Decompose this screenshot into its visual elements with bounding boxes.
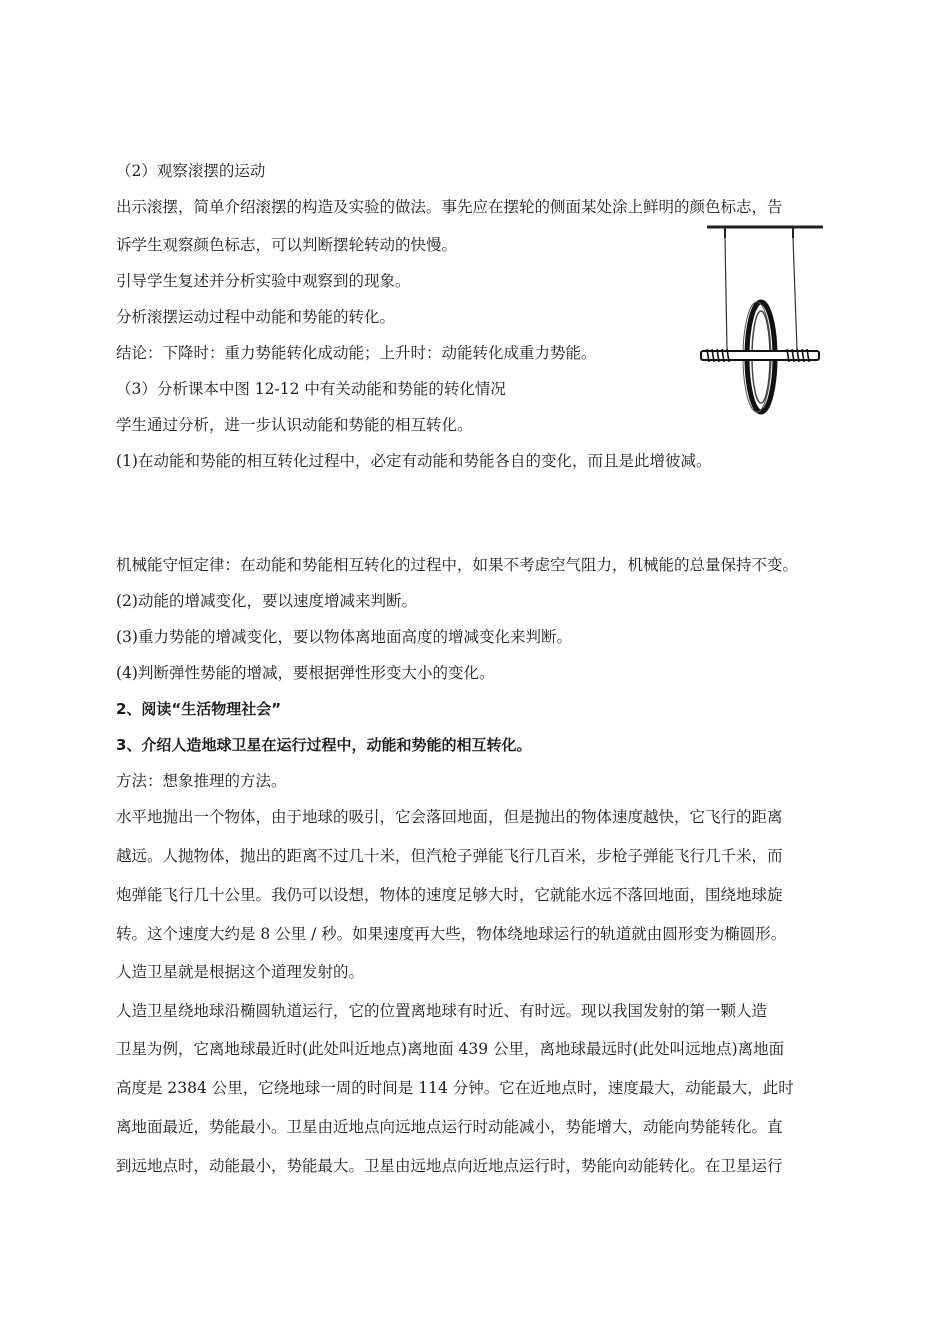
paragraph-line: 越远。人抛物体，抛出的距离不过几十米，但汽枪子弹能飞行几百米，步枪子弹能飞行几千米，而 [116,847,783,865]
paragraph-line: 转。这个速度大约是 8 公里 / 秒。如果速度再大些，物体绕地球运行的轨道就由圆形变为椭圆形。 [116,925,787,943]
list-item: (2)动能的增减变化，要以速度增减来判断。 [116,592,417,610]
section-heading-reading: 2、阅读“生活物理社会” [116,700,282,718]
section-heading-figure-analysis: （3）分析课本中图 12-12 中有关动能和势能的转化情况 [116,380,506,398]
conclusion-line: 结论：下降时：重力势能转化成动能；上升时：动能转化成重力势能。 [116,344,597,362]
paragraph-line: 人造卫星就是根据这个道理发射的。 [116,963,365,981]
paragraph-line: 学生通过分析，进一步认识动能和势能的相互转化。 [116,416,473,434]
paragraph-line: 水平地抛出一个物体，由于地球的吸引，它会落回地面，但是抛出的物体速度越快，它飞行的距离 [116,808,783,826]
paragraph-line: 人造卫星绕地球沿椭圆轨道运行，它的位置离地球有时近、有时远。现以我国发射的第一颗人造 [116,1002,768,1020]
paragraph-line: 出示滚摆，简单介绍滚摆的构造及实验的做法。事先应在摆轮的侧面某处涂上鲜明的颜色标志，告 [116,198,783,216]
paragraph-line: 卫星为例，它离地球最近时(此处叫近地点)离地面 439 公里，离地球最远时(此处叫远地点)离地面 [116,1040,785,1058]
paragraph-line: 离地面最近，势能最小。卫星由近地点向远地点运行时动能减小，势能增大，动能向势能转化。直 [116,1118,783,1136]
paragraph-line: 到远地点时，动能最小，势能最大。卫星由远地点向近地点运行时，势能向动能转化。在卫星运行 [116,1157,783,1175]
law-statement: 机械能守恒定律：在动能和势能相互转化的过程中，如果不考虑空气阻力，机械能的总量保持不变。 [116,556,799,574]
list-item: (3)重力势能的增减变化，要以物体离地面高度的增减变化来判断。 [116,628,572,646]
list-item: (1)在动能和势能的相互转化过程中，必定有动能和势能各自的变化，而且是此增彼减。 [116,452,712,470]
paragraph-line: 诉学生观察颜色标志，可以判断摆轮转动的快慢。 [116,236,458,254]
rolling-pendulum-figure [695,222,825,422]
paragraph-line: 高度是 2384 公里，它绕地球一周的时间是 114 分钟。它在近地点时，速度最大，动能最大，此时 [116,1079,794,1097]
section-heading-rolling-pendulum: （2）观察滚摆的运动 [116,162,266,180]
list-item: (4)判断弹性势能的增减，要根据弹性形变大小的变化。 [116,664,495,682]
paragraph-line: 引导学生复述并分析实验中观察到的现象。 [116,272,411,290]
string-right [793,238,797,350]
paragraph-line: 分析滚摆运动过程中动能和势能的转化。 [116,308,396,326]
string-left [725,238,727,350]
section-heading-satellite: 3、介绍人造地球卫星在运行过程中，动能和势能的相互转化。 [116,736,532,754]
paragraph-line: 炮弹能飞行几十公里。我仍可以设想，物体的速度足够大时，它就能水远不落回地面，围绕地球旋 [116,886,783,904]
paragraph-line: 方法：想象推理的方法。 [116,772,287,790]
